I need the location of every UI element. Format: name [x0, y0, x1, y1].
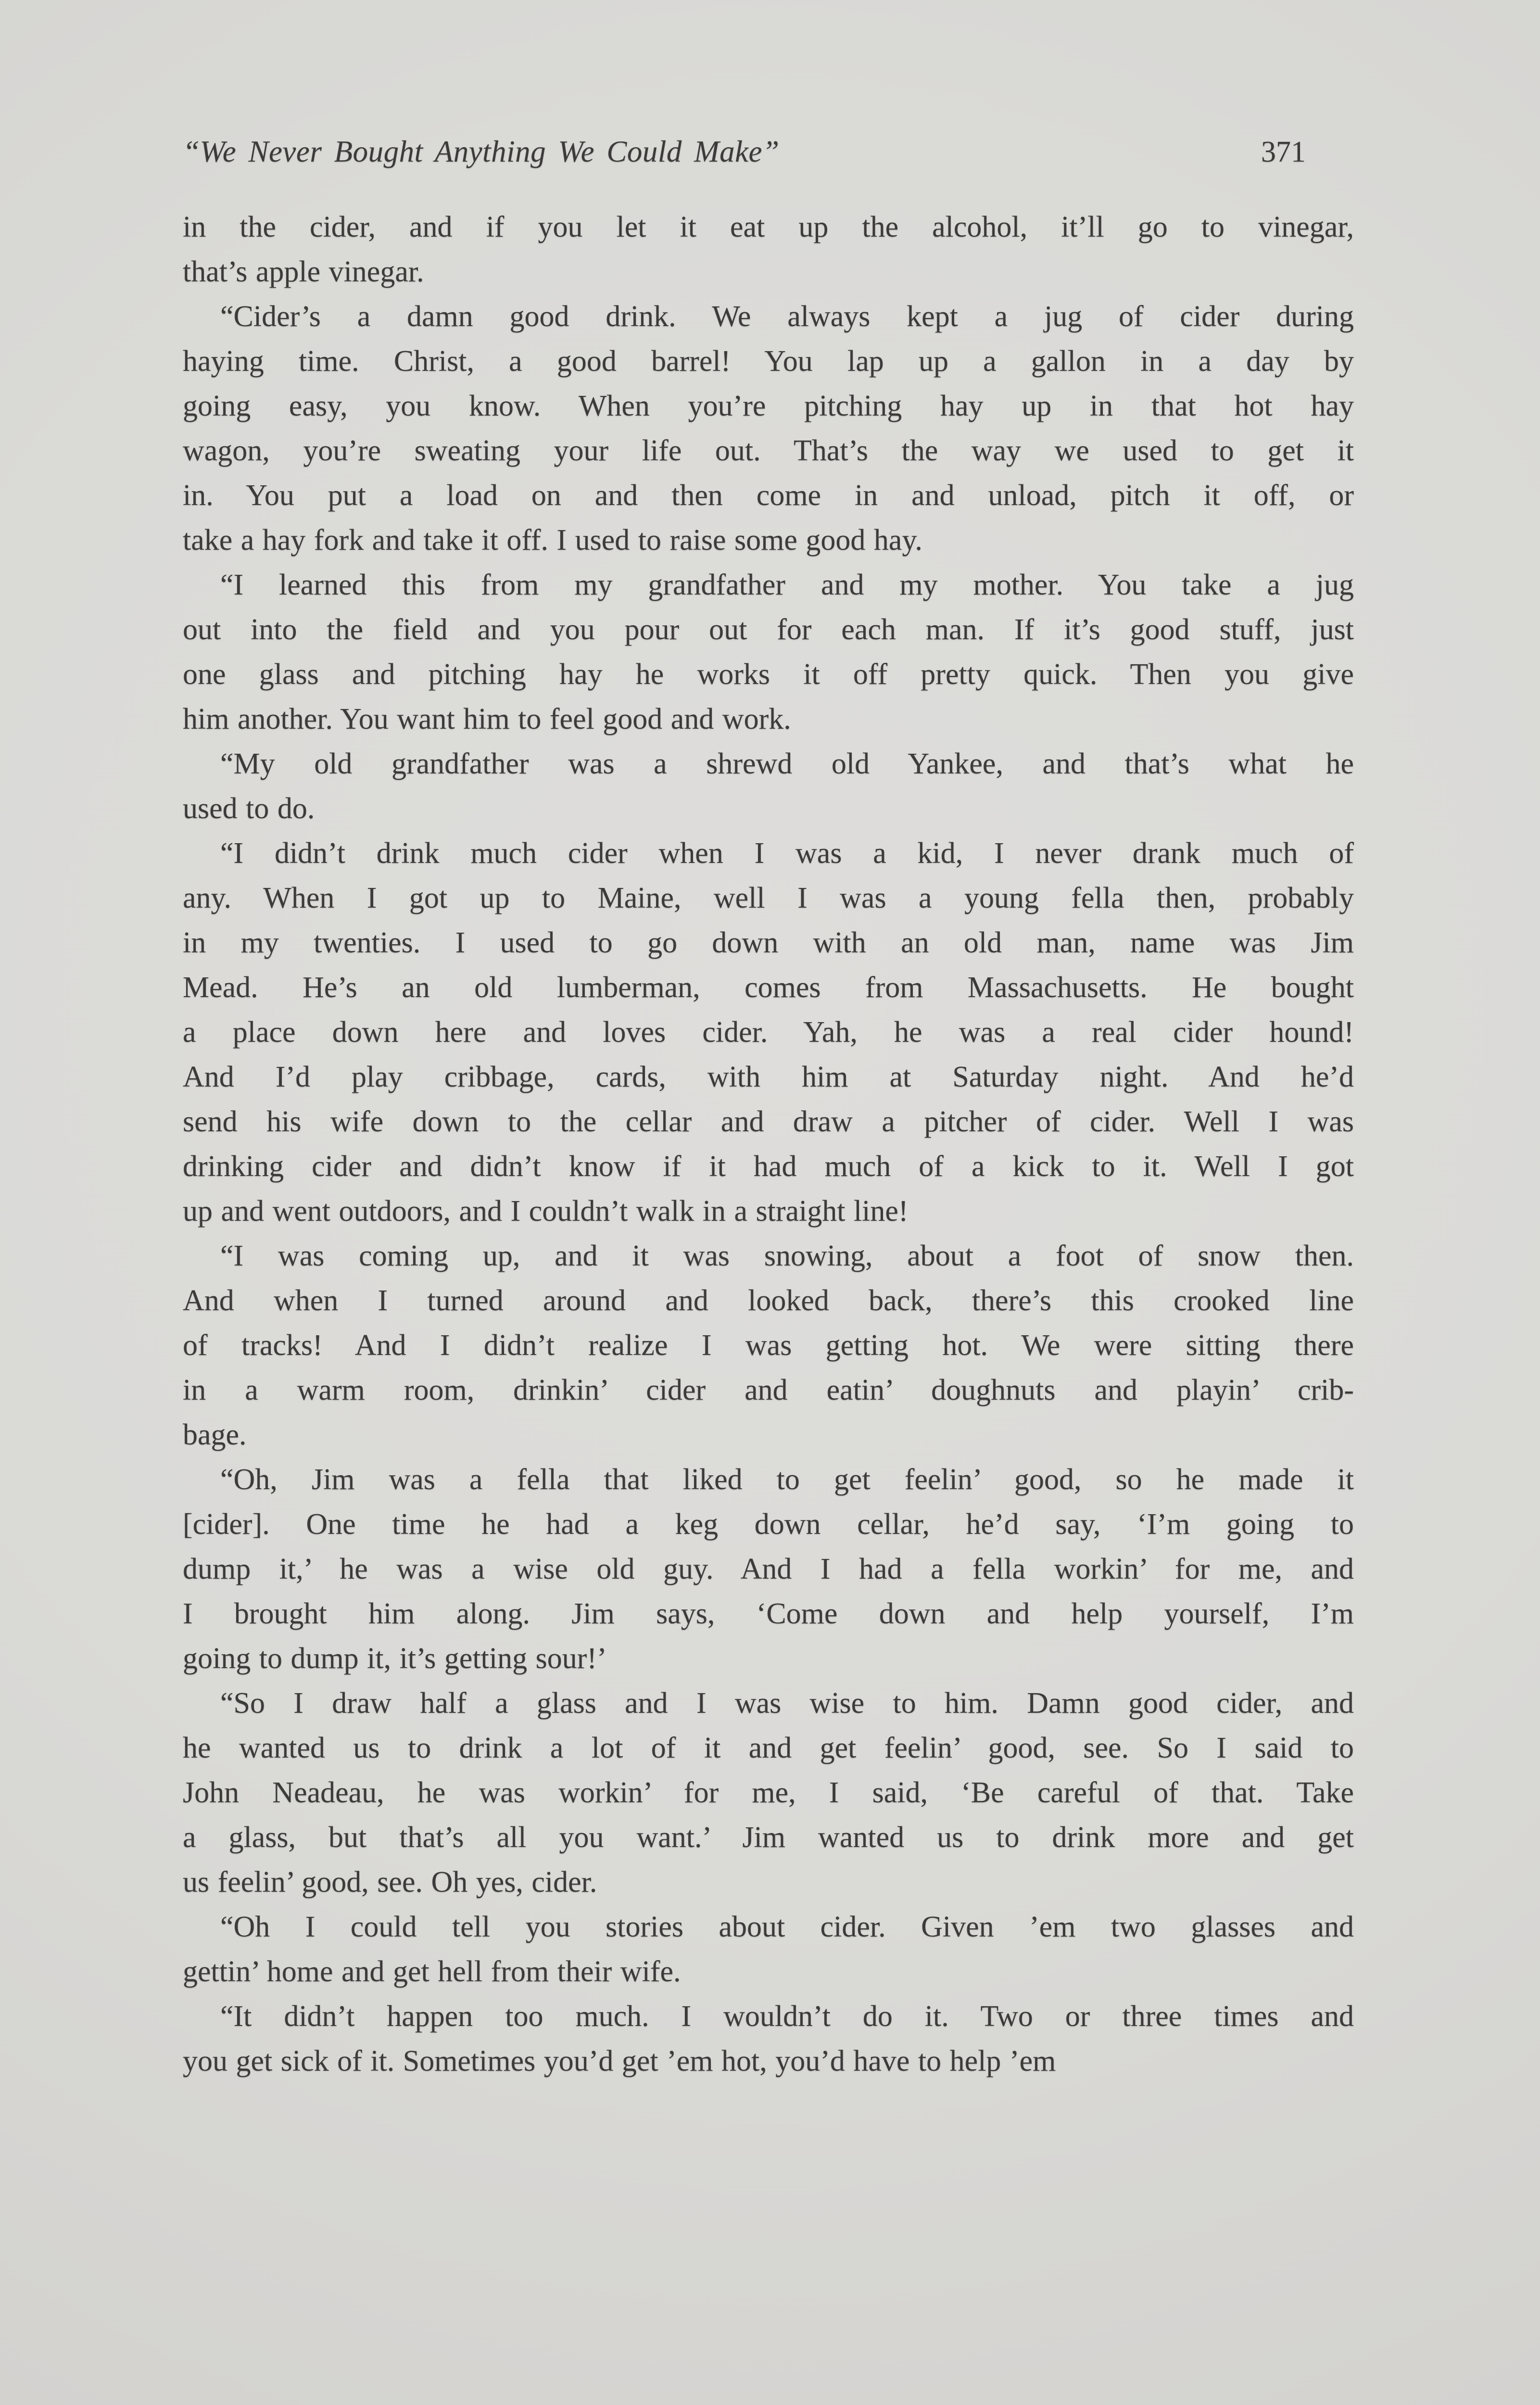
text-line: of tracks! And I didn’t realize I was getting hot. We were sitting there — [183, 1329, 1354, 1362]
text-line: “It didn’t happen too much. I wouldn’t do it. Two or three times and — [220, 2000, 1354, 2033]
text-line: in. You put a load on and then come in and unload, pitch it off, or — [183, 479, 1354, 512]
paragraph — [183, 742, 1354, 831]
text-line: “I didn’t drink much cider when I was a kid, I never drank much of — [220, 837, 1354, 870]
text-line: Mead. He’s an old lumberman, comes from Massachusetts. He bought — [183, 971, 1354, 1004]
running-header — [183, 135, 1354, 169]
text-line: used to do. — [183, 792, 315, 825]
paragraph — [183, 563, 1354, 742]
text-line: in my twenties. I used to go down with an old man, name was Jim — [183, 926, 1354, 959]
text-line: he wanted us to drink a lot of it and get feelin’ good, see. So I said to — [183, 1732, 1354, 1764]
paragraph — [183, 1994, 1354, 2084]
text-line: haying time. Christ, a good barrel! You lap up a gallon in a day by — [183, 345, 1354, 378]
text-line: John Neadeau, he was workin’ for me, I said, ‘Be careful of that. Take — [183, 1776, 1354, 1809]
text-line: And I’d play cribbage, cards, with him at Saturday night. And he’d — [183, 1061, 1354, 1093]
text-line: going to dump it, it’s getting sour!’ — [183, 1642, 607, 1675]
page-number: 371 — [1261, 136, 1306, 168]
text-line: [cider]. One time he had a keg down cellar, he’d say, ‘I’m going to — [183, 1508, 1354, 1541]
text-line: a glass, but that’s all you want.’ Jim wanted us to drink more and get — [183, 1821, 1354, 1854]
text-line: up and went outdoors, and I couldn’t walk in a straight line! — [183, 1195, 909, 1228]
text-line: dump it,’ he was a wise old guy. And I had a fella workin’ for me, and — [183, 1553, 1354, 1585]
text-line: any. When I got up to Maine, well I was a young fella then, probably — [183, 882, 1354, 914]
text-line: bage. — [183, 1418, 247, 1451]
paragraph — [183, 294, 1354, 563]
text-line: “Oh, Jim was a fella that liked to get feelin’ good, so he made it — [220, 1463, 1354, 1496]
paragraph — [183, 1905, 1354, 1994]
text-line: you get sick of it. Sometimes you’d get ’em hot, you’d have to help ’em — [183, 2045, 1056, 2077]
text-line: gettin’ home and get hell from their wife. — [183, 1955, 681, 1988]
text-line: him another. You want him to feel good and work. — [183, 703, 791, 735]
running-header-title: “We Never Bought Anything We Could Make” — [183, 135, 780, 168]
paragraph — [183, 1457, 1354, 1681]
text-line: I brought him along. Jim says, ‘Come down and help yourself, I’m — [183, 1597, 1354, 1630]
text-line: drinking cider and didn’t know if it had much of a kick to it. Well I got — [183, 1150, 1354, 1183]
text-line: that’s apple vinegar. — [183, 255, 424, 288]
paragraph — [183, 1681, 1354, 1905]
paragraph — [183, 205, 1354, 294]
text-line: in the cider, and if you let it eat up the alcohol, it’ll go to vinegar, — [183, 211, 1354, 243]
text-line: And when I turned around and looked back, there’s this crooked line — [183, 1284, 1354, 1317]
text-line: out into the field and you pour out for each man. If it’s good stuff, just — [183, 613, 1354, 646]
text-line: send his wife down to the cellar and draw a pitcher of cider. Well I was — [183, 1105, 1354, 1138]
text-line: going easy, you know. When you’re pitching hay up in that hot hay — [183, 390, 1354, 422]
page-body — [183, 205, 1354, 2084]
text-line: “Oh I could tell you stories about cider. Given ’em two glasses and — [220, 1911, 1354, 1943]
text-line: “I was coming up, and it was snowing, about a foot of snow then. — [220, 1240, 1354, 1272]
text-line: in a warm room, drinkin’ cider and eatin’ doughnuts and playin’ crib- — [183, 1374, 1354, 1406]
text-line: “Cider’s a damn good drink. We always kept a jug of cider during — [220, 300, 1354, 333]
text-line: “I learned this from my grandfather and my mother. You take a jug — [220, 569, 1354, 601]
text-line: “So I draw half a glass and I was wise to him. Damn good cider, and — [220, 1687, 1354, 1720]
text-line: a place down here and loves cider. Yah, he was a real cider hound! — [183, 1016, 1354, 1049]
text-line: “My old grandfather was a shrewd old Yankee, and that’s what he — [220, 747, 1354, 780]
text-line: take a hay fork and take it off. I used to raise some good hay. — [183, 524, 922, 557]
paragraph — [183, 1234, 1354, 1457]
paragraph — [183, 831, 1354, 1234]
text-line: us feelin’ good, see. Oh yes, cider. — [183, 1866, 597, 1899]
text-line: wagon, you’re sweating your life out. That’s the way we used to get it — [183, 434, 1354, 467]
text-line: one glass and pitching hay he works it off pretty quick. Then you give — [183, 658, 1354, 691]
